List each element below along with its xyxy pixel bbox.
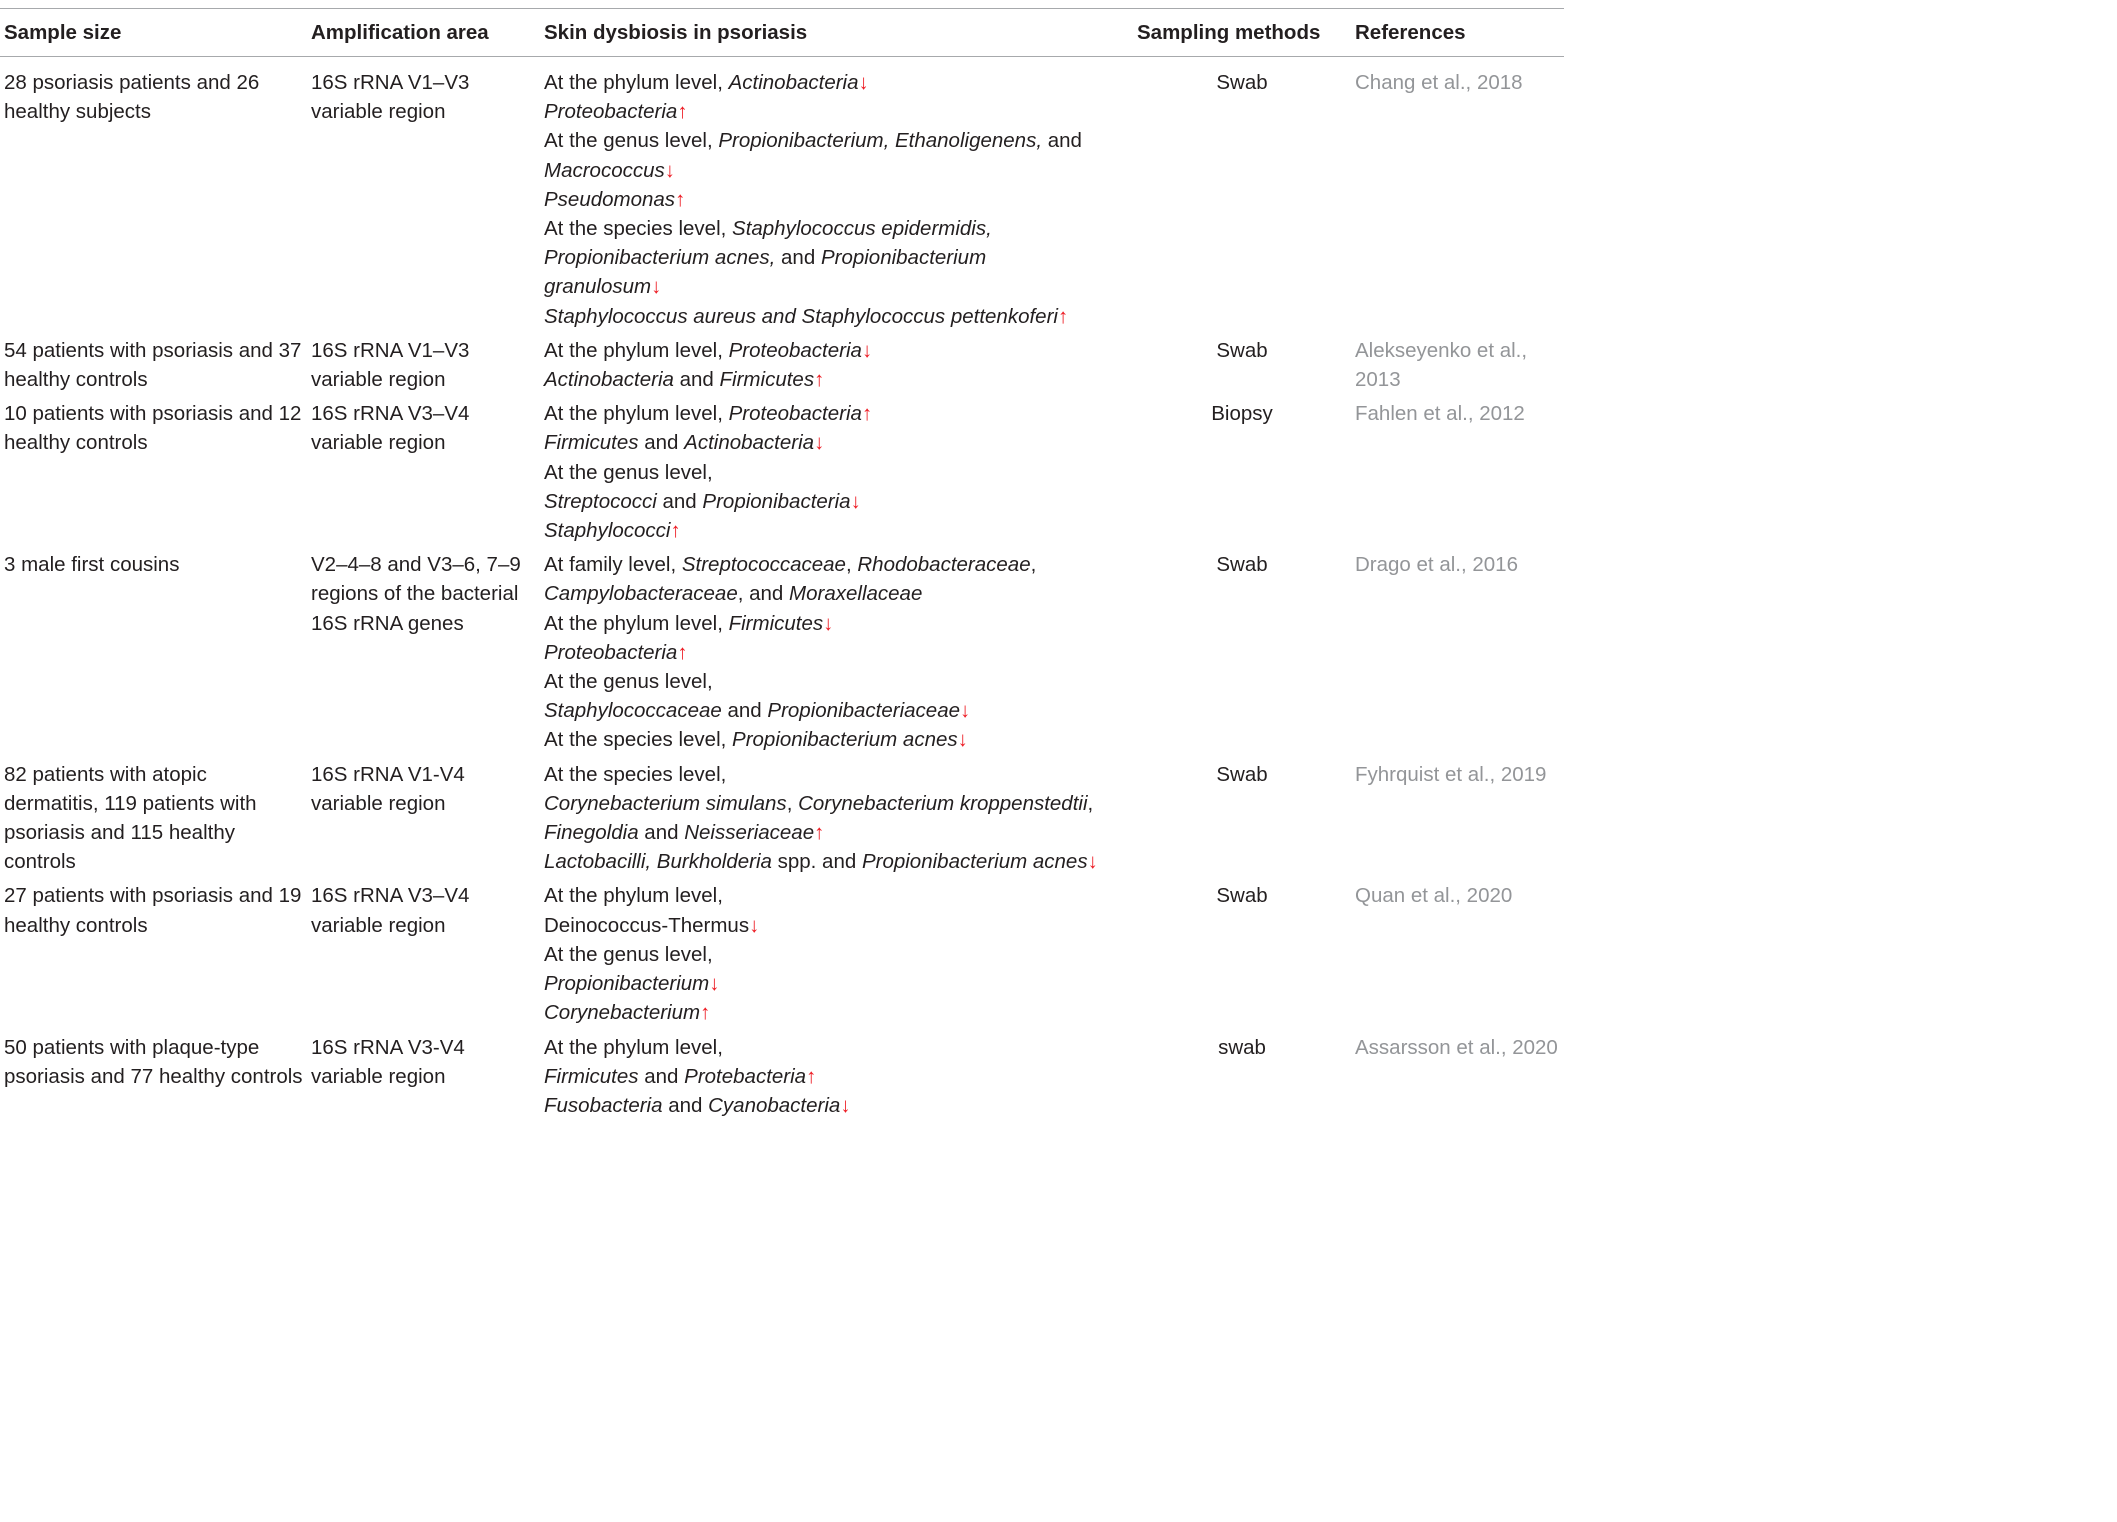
dysbiosis-line (544, 68, 1129, 97)
dysbiosis-line (544, 272, 1129, 301)
increase-arrow-icon: ↑ (814, 368, 825, 392)
taxon-name: Staphylococcaceae (544, 699, 722, 723)
dysbiosis-text: At the phylum level, (544, 338, 729, 362)
dysbiosis-line (544, 336, 1129, 365)
dysbiosis-line (544, 847, 1129, 876)
dysbiosis-line (544, 1033, 1129, 1062)
taxon-name: Streptococci (544, 489, 657, 513)
taxon-name: Neisseriaceae (684, 821, 815, 845)
taxon-name: Propionibacterium acnes (732, 728, 958, 752)
reference-cell: Fahlen et al., 2012 (1355, 402, 1525, 426)
dysbiosis-line (544, 789, 1129, 818)
header-skin-dysbiosis: Skin dysbiosis in psoriasis (544, 20, 808, 44)
taxon-name: Corynebacterium kroppenstedtii (798, 791, 1088, 815)
increase-arrow-icon: ↑ (1057, 304, 1069, 328)
decrease-arrow-icon: ↓ (850, 489, 861, 513)
decrease-arrow-icon: ↓ (651, 275, 662, 299)
dysbiosis-text: At the phylum level, (544, 884, 723, 908)
taxon-name: Campylobacteraceae (544, 582, 738, 606)
sample-size-cell: 82 patients with atopic dermatitis, 119 patients with psoriasis and 115 healthy controls (4, 762, 257, 874)
increase-arrow-icon: ↑ (675, 187, 686, 211)
dysbiosis-line (544, 998, 1129, 1027)
taxon-name: Proteobacteria (544, 640, 678, 664)
taxon-name: Firmicutes (728, 611, 824, 635)
dysbiosis-line (544, 243, 1129, 272)
dysbiosis-text: At the species level, (544, 762, 727, 786)
skin-dysbiosis-cell (540, 1031, 1133, 1124)
dysbiosis-line (544, 365, 1129, 394)
taxon-name: Actinobacteria (544, 368, 674, 392)
dysbiosis-line (544, 458, 1129, 487)
dysbiosis-text: and (638, 821, 685, 845)
taxon-name: Actinobacteria (684, 431, 815, 455)
taxon-name: Macrococcus (544, 158, 665, 182)
taxon-name: Propionibacterium, Ethanoligenens, (718, 129, 1043, 153)
taxon-name: Fusobacteria (544, 1093, 663, 1117)
dysbiosis-text: At family level, (544, 553, 682, 577)
taxon-name: granulosum (544, 275, 652, 299)
taxon-name: Streptococcaceae (681, 553, 846, 577)
amplification-area-cell: 16S rRNA V1–V3 variable region (311, 71, 470, 124)
taxon-name: Finegoldia (544, 821, 639, 845)
amplification-area-cell: 16S rRNA V1-V4 variable region (311, 762, 465, 815)
taxon-name: Firmicutes (719, 368, 815, 392)
dysbiosis-text: and (721, 699, 768, 723)
table-row (0, 758, 1564, 880)
table-body (0, 57, 1564, 1124)
table-row (0, 397, 1564, 548)
dysbiosis-text: At the phylum level, (544, 71, 729, 94)
dysbiosis-text: and (775, 246, 821, 270)
dysbiosis-text: , (845, 553, 858, 577)
sampling-method-cell: Swab (1216, 884, 1268, 908)
dysbiosis-line (544, 911, 1129, 940)
dysbiosis-text: At the genus level, (544, 670, 713, 694)
dysbiosis-line (544, 214, 1129, 243)
amplification-area-cell: 16S rRNA V1–V3 variable region (311, 338, 470, 392)
table-row (0, 879, 1564, 1030)
dysbiosis-text: At the phylum level, (544, 611, 729, 635)
dysbiosis-line (544, 969, 1129, 998)
taxon-name: Actinobacteria (728, 71, 859, 94)
sampling-method-cell: Swab (1216, 338, 1268, 362)
dysbiosis-line (544, 185, 1129, 214)
increase-arrow-icon: ↑ (700, 1001, 711, 1025)
sampling-method-cell: swab (1218, 1035, 1266, 1059)
sampling-method-cell: Swab (1216, 762, 1268, 786)
dysbiosis-line (544, 156, 1129, 185)
header-sample-size: Sample size (4, 20, 122, 44)
skin-dysbiosis-cell (540, 879, 1133, 1030)
taxon-name: Corynebacterium (544, 1001, 701, 1025)
taxon-name: Moraxellaceae (789, 582, 923, 606)
sample-size-cell: 10 patients with psoriasis and 12 healthy controls (4, 402, 302, 455)
taxon-name: Staphylococcus aureus and Staphylococcus pettenkoferi (544, 304, 1058, 328)
dysbiosis-text: , (1087, 791, 1094, 815)
dysbiosis-line (544, 428, 1129, 457)
amplification-area-cell: 16S rRNA V3–V4 variable region (311, 402, 470, 455)
reference-cell: Fyhrquist et al., 2019 (1355, 762, 1547, 786)
dysbiosis-text: At the phylum level, (544, 402, 729, 426)
dysbiosis-line (544, 881, 1129, 910)
decrease-arrow-icon: ↓ (960, 699, 971, 723)
decrease-arrow-icon: ↓ (823, 611, 834, 635)
taxon-name: Proteobacteria (728, 338, 862, 362)
skin-dysbiosis-cell (540, 758, 1133, 880)
taxon-name: Protebacteria (684, 1064, 807, 1088)
sample-size-cell: 28 psoriasis patients and 26 healthy subjects (4, 71, 260, 124)
taxon-name: Propionibacteriaceae (767, 699, 961, 723)
amplification-area-cell: 16S rRNA V3–V4 variable region (311, 884, 470, 937)
table-row (0, 548, 1564, 757)
decrease-arrow-icon: ↓ (957, 728, 968, 752)
dysbiosis-line (544, 97, 1129, 126)
increase-arrow-icon: ↑ (861, 402, 873, 426)
taxon-name: Staphylococcus epidermidis, (732, 217, 992, 241)
decrease-arrow-icon: ↓ (1087, 850, 1098, 874)
header-row (0, 9, 1564, 57)
sample-size-cell: 27 patients with psoriasis and 19 healthy controls (4, 884, 302, 937)
dysbiosis-text: Deinococcus-Thermus (544, 913, 750, 937)
decrease-arrow-icon: ↓ (840, 1093, 851, 1117)
dysbiosis-line (544, 609, 1129, 638)
dysbiosis-line (544, 1091, 1129, 1120)
sample-size-cell: 54 patients with psoriasis and 37 healthy controls (4, 338, 302, 392)
reference-cell: Drago et al., 2016 (1355, 553, 1518, 577)
reference-cell: Assarsson et al., 2020 (1355, 1035, 1558, 1059)
taxon-name: Propionibacterium (544, 972, 710, 996)
taxon-name: Proteobacteria (544, 100, 678, 124)
reference-cell: Quan et al., 2020 (1355, 884, 1513, 908)
dysbiosis-text: At the species level, (544, 728, 733, 752)
dysbiosis-line (544, 940, 1129, 969)
taxon-name: Lactobacilli, Burkholderia (544, 850, 772, 874)
increase-arrow-icon: ↑ (677, 640, 688, 664)
dysbiosis-text: At the species level, (544, 217, 733, 241)
table-row (0, 1031, 1564, 1124)
decrease-arrow-icon: ↓ (861, 338, 873, 362)
dysbiosis-text: , and (737, 582, 790, 606)
dysbiosis-text: and (673, 368, 720, 392)
amplification-area-cell: V2–4–8 and V3–6, 7–9 regions of the bacterial 16S rRNA genes (311, 553, 521, 635)
dysbiosis-line (544, 638, 1129, 667)
dysbiosis-text: and (1042, 129, 1082, 153)
decrease-arrow-icon: ↓ (664, 158, 676, 182)
sampling-method-cell: Swab (1216, 553, 1268, 577)
reference-cell: Alekseyenko et al., 2013 (1355, 338, 1528, 392)
decrease-arrow-icon: ↓ (814, 431, 825, 455)
sampling-method-cell: Swab (1216, 71, 1268, 94)
taxon-name: Pseudomonas (544, 187, 676, 211)
header-amplification-area: Amplification area (311, 20, 489, 44)
dysbiosis-line (544, 1062, 1129, 1091)
dysbiosis-line (544, 126, 1129, 155)
dysbiosis-line (544, 818, 1129, 847)
taxon-name: Propionibacterium (820, 246, 987, 270)
dysbiosis-text: and (638, 1064, 685, 1088)
increase-arrow-icon: ↑ (814, 821, 825, 845)
sample-size-cell: 50 patients with plaque-type psoriasis and 77 healthy controls (4, 1035, 303, 1088)
taxon-name: Firmicutes (544, 431, 639, 455)
table-row (0, 334, 1564, 397)
dysbiosis-text: At the genus level, (544, 129, 719, 153)
dysbiosis-text: and (662, 1093, 709, 1117)
taxon-name: Proteobacteria (728, 402, 862, 426)
header-references: References (1355, 20, 1466, 44)
table-row (0, 57, 1564, 334)
dysbiosis-line (544, 399, 1129, 428)
dysbiosis-line (544, 550, 1129, 579)
taxon-name: Firmicutes (544, 1064, 639, 1088)
dysbiosis-line (544, 302, 1129, 331)
header-sampling-methods: Sampling methods (1137, 20, 1321, 44)
dysbiosis-line (544, 725, 1129, 754)
skin-dysbiosis-cell (540, 334, 1133, 397)
taxon-name: Propionibacteria (702, 489, 851, 513)
dysbiosis-line (544, 760, 1129, 789)
sample-size-cell: 3 male first cousins (4, 553, 180, 577)
dysbiosis-text: , (1030, 553, 1037, 577)
sampling-method-cell: Biopsy (1211, 402, 1273, 426)
dysbiosis-line (544, 579, 1129, 608)
taxon-name: Staphylococci (544, 519, 671, 543)
dysbiosis-text: spp. and (771, 850, 862, 874)
dysbiosis-line (544, 667, 1129, 696)
increase-arrow-icon: ↑ (670, 519, 681, 543)
skin-dysbiosis-cell (540, 548, 1133, 757)
amplification-area-cell: 16S rRNA V3-V4 variable region (311, 1035, 465, 1088)
dysbiosis-text: At the phylum level, (544, 1035, 723, 1059)
dysbiosis-line (544, 516, 1129, 545)
dysbiosis-text: At the genus level, (544, 460, 713, 484)
dysbiosis-text: , (786, 791, 799, 815)
taxon-name: Corynebacterium simulans (544, 791, 787, 815)
dysbiosis-text: and (638, 431, 685, 455)
taxon-name: Propionibacterium acnes, (544, 246, 776, 270)
dysbiosis-line (544, 696, 1129, 725)
increase-arrow-icon: ↑ (806, 1064, 817, 1088)
reference-cell: Chang et al., 2018 (1355, 71, 1523, 94)
taxon-name: Cyanobacteria (708, 1093, 841, 1117)
taxon-name: Rhodobacteraceae (857, 553, 1031, 577)
taxon-name: Propionibacterium acnes (861, 850, 1088, 874)
dysbiosis-line (544, 487, 1129, 516)
decrease-arrow-icon: ↓ (749, 913, 760, 937)
skin-dysbiosis-cell (540, 57, 1133, 334)
dysbiosis-text: At the genus level, (544, 942, 713, 966)
decrease-arrow-icon: ↓ (858, 71, 869, 94)
dysbiosis-text: and (656, 489, 703, 513)
increase-arrow-icon: ↑ (677, 100, 688, 124)
skin-dysbiosis-cell (540, 397, 1133, 548)
psoriasis-skin-dysbiosis-table (0, 8, 1564, 1123)
decrease-arrow-icon: ↓ (709, 972, 720, 996)
